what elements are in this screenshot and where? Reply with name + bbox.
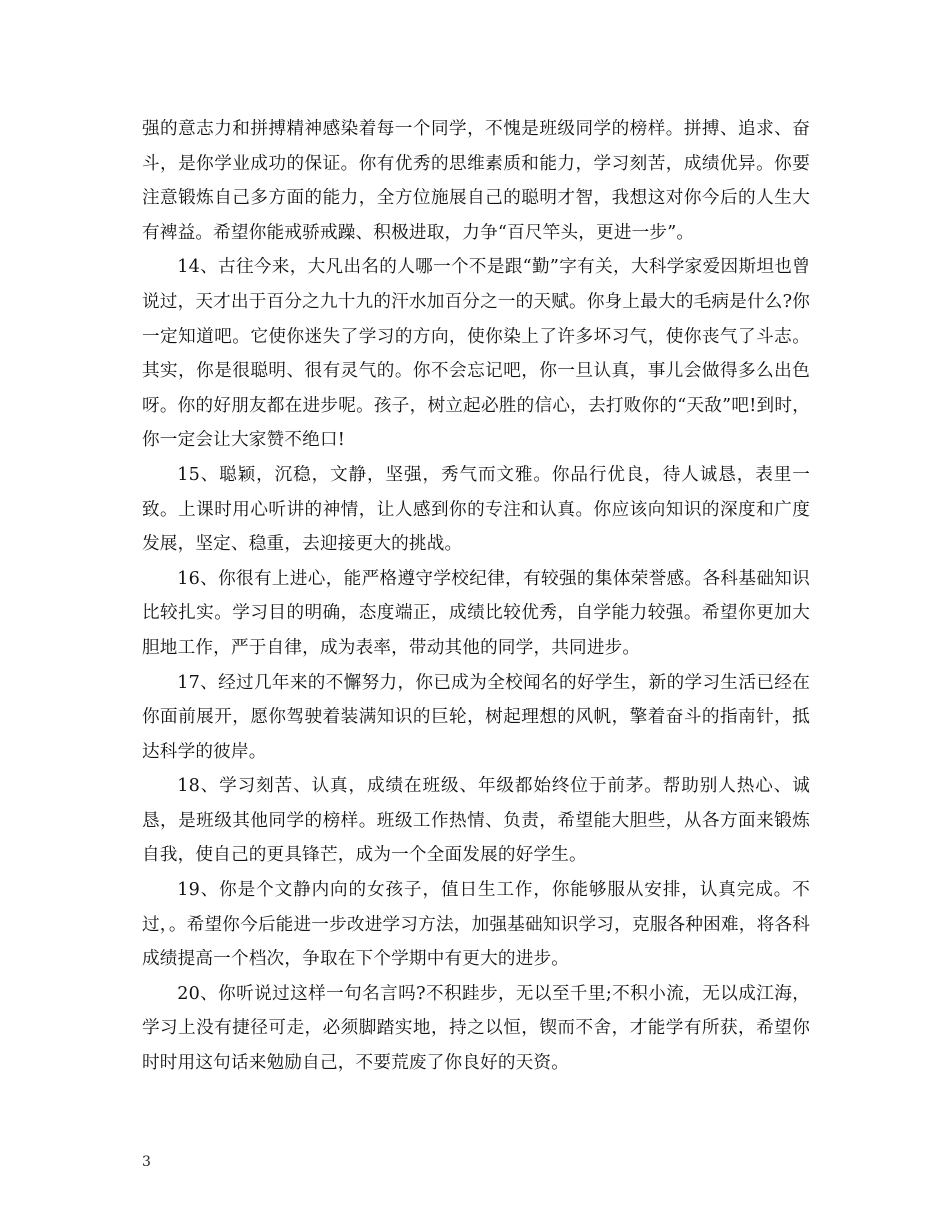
paragraph-20: 20、你听说过这样一句名言吗?不积跬步，无以至千里;不积小流，无以成江海，学习上没有捷径可走，必须脚踏实地，持之以恒，锲而不舍，才能学有所获，希望你时时用这句话来勉励自己，不要荒废了你良好的天资。 [142,983,810,1074]
paragraph-16: 16、你很有上进心，能严格遵守学校纪律，有较强的集体荣誉感。各科基础知识比较扎实。学习目的明确，态度端正，成绩比较优秀，自学能力较强。希望你更加大胆地工作，严于自律，成为表率，带动其他的同学，共同进步。 [142,568,810,658]
paragraph-continued: 强的意志力和拼搏精神感染着每一个同学，不愧是班级同学的榜样。拼搏、追求、奋斗，是你学业成功的保证。你有优秀的思维素质和能力，学习刻苦，成绩优异。你要注意锻炼自己多方面的能力，全方位施展自己的聪明才智，我想这对你今后的人生大有裨益。希望你能戒骄戒躁、积极进取，力争“百尺竿头，更进一步”。 [142,119,810,243]
paragraph-17: 17、经过几年来的不懈努力，你已成为全校闻名的好学生，新的学习生活已经在你面前展开，愿你驾驶着装满知识的巨轮，树起理想的风帆，擎着奋斗的指南针，抵达科学的彼岸。 [142,672,810,762]
paragraph-14: 14、古往今来，大凡出名的人哪一个不是跟“勤”字有关，大科学家爱因斯坦也曾说过，天才出于百分之九十九的汗水加百分之一的天赋。你身上最大的毛病是什么?你一定知道吧。它使你迷失了学习的方向，使你染上了许多坏习气，使你丧气了斗志。其实，你是很聪明、很有灵气的。你不会忘记吧，你一旦认真，事儿会做得多么出色呀。你的好朋友都在进步呢。孩子，树立起必胜的信心，去打败你的“天敌”吧!到时，你一定会让大家赞不绝口! [142,257,811,451]
paragraph-18: 18、学习刻苦、认真，成绩在班级、年级都始终位于前茅。帮助别人热心、诚恳，是班级其他同学的榜样。班级工作热情、负责，希望能大胆些，从各方面来锻炼自我，使自己的更具锋芒，成为一个全面发展的好学生。 [142,776,810,866]
paragraph-19: 19、你是个文静内向的女孩子，值日生工作，你能够服从安排，认真完成。不过，。希望你今后能进一步改进学习方法，加强基础知识学习，克服各种困难，将各科成绩提高一个档次，争取在下个学期中有更大的进步。 [142,880,810,970]
paragraph-15: 15、聪颖，沉稳，文静，坚强，秀气而文雅。你品行优良，待人诚恳，表里一致。上课时用心听讲的神情，让人感到你的专注和认真。你应该向知识的深度和广度发展，坚定、稳重，去迎接更大的挑战。 [142,464,810,555]
document-body [142,112,810,1081]
page-number: 3 [142,1154,151,1170]
